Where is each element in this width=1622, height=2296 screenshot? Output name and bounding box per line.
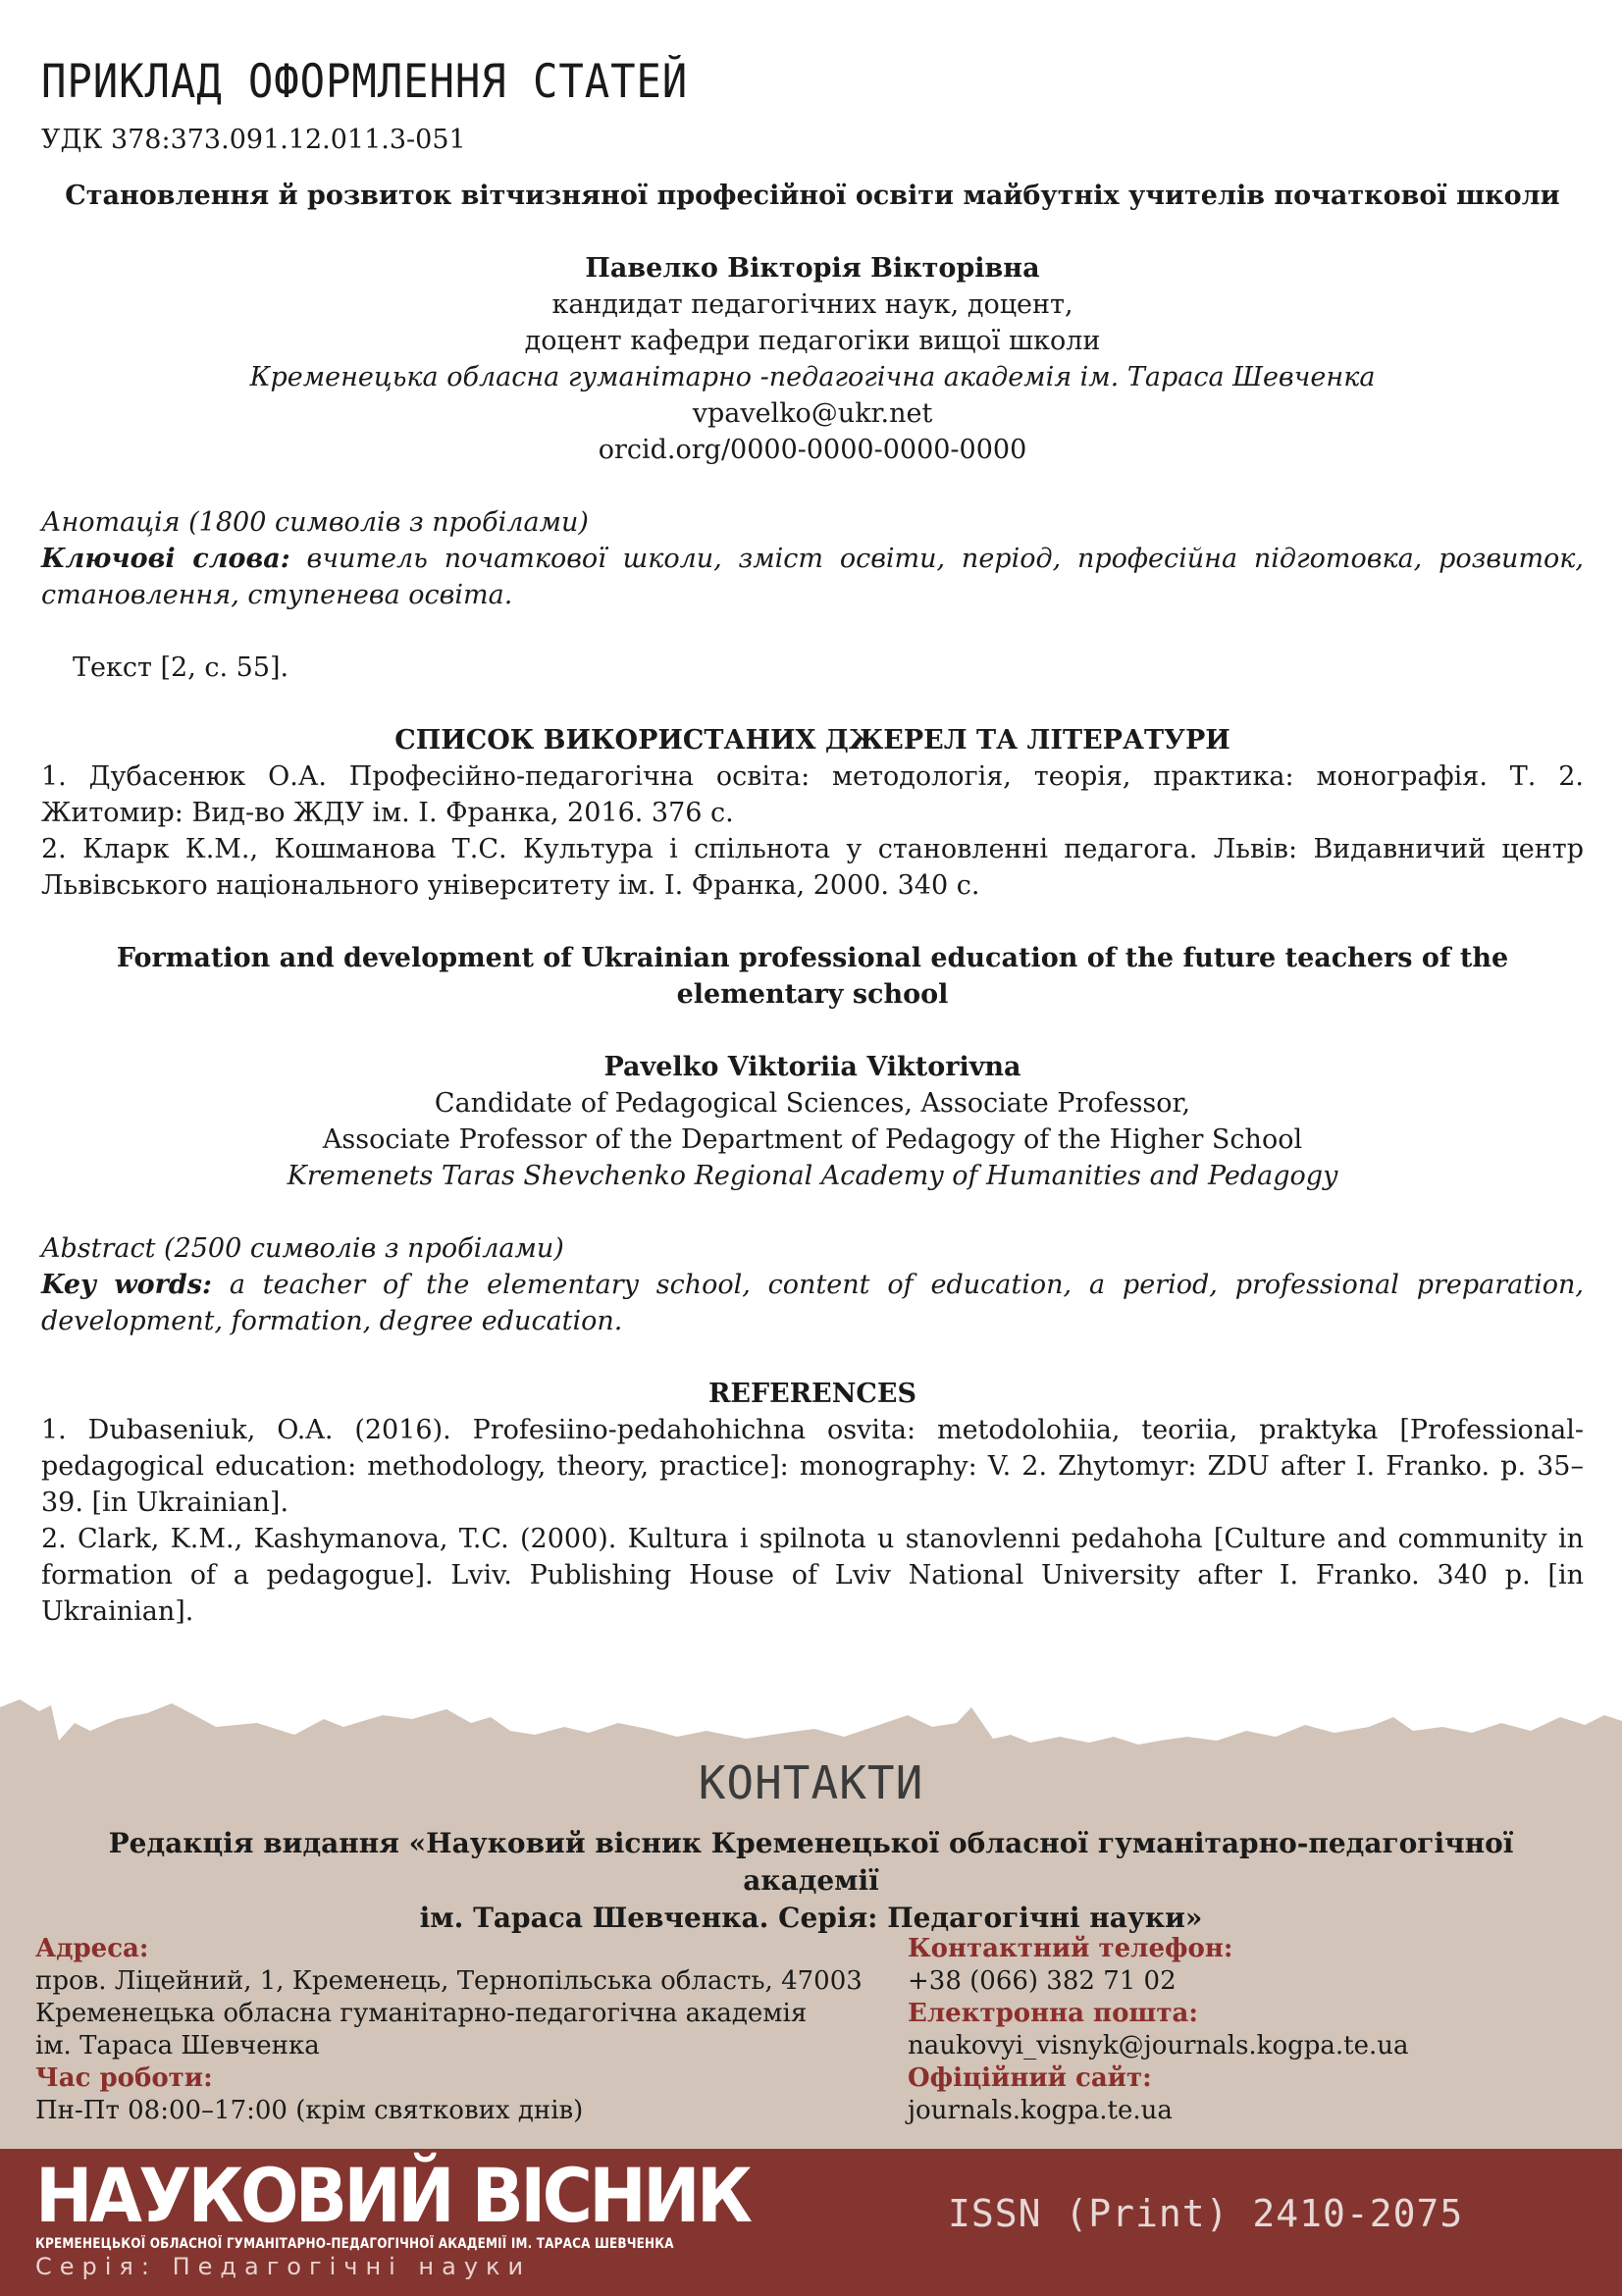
en-keywords bbox=[41, 1267, 1584, 1339]
en-author-degree: Candidate of Pedagogical Sciences, Associate Professor, bbox=[434, 1088, 1191, 1119]
ua-author-orcid: orcid.org/0000-0000-0000-0000 bbox=[598, 435, 1027, 465]
en-references-title: REFERENCES bbox=[707, 1379, 917, 1409]
ua-article-title: Становлення й розвиток вітчизняної професійної освіти майбутніх учителів початкової школи bbox=[65, 181, 1560, 211]
ua-author-position: доцент кафедри педагогіки вищої школи bbox=[524, 326, 1101, 356]
ua-author-institution: Кременецька обласна гуманітарно -педагогічна академія ім. Тараса Шевченка bbox=[249, 362, 1376, 392]
hours-label: Час роботи: bbox=[35, 2063, 213, 2093]
email-label: Електронна пошта: bbox=[908, 1999, 1198, 2028]
ua-annotation: Анотація (1800 символів з пробілами) bbox=[41, 507, 589, 538]
address-line-1: пров. Ліцейний, 1, Кременець, Тернопільська область, 47003 bbox=[35, 1966, 863, 1996]
ua-references-title: СПИСОК ВИКОРИСТАНИХ ДЖЕРЕЛ ТА ЛІТЕРАТУРИ bbox=[394, 725, 1230, 756]
en-article-title: Formation and development of Ukrainian professional education of the future teachers of the elementary school bbox=[116, 943, 1509, 1010]
article-example bbox=[41, 55, 1584, 1630]
en-reference-item: 1. Dubaseniuk, O.A. (2016). Profesiino-pedahohichna osvita: metodolohiia, teoriia, praktyka [Professional-pedagogical education: methodology, theory, practice]: monography: V. 2. Zhytomyr: ZDU after I. Franko. p. 35–39. [in Ukrainian]. bbox=[41, 1415, 1584, 1518]
address-line-3: ім. Тараса Шевченка bbox=[35, 2031, 320, 2061]
en-keywords-label: Key words: bbox=[41, 1270, 212, 1300]
website-link[interactable]: journals.kogpa.te.ua bbox=[908, 2096, 1173, 2125]
address-label: Адреса: bbox=[35, 1934, 149, 1963]
ua-keywords bbox=[41, 541, 1584, 613]
journal-series: Серія: Педагогічні науки bbox=[35, 2253, 532, 2280]
phone-number[interactable]: +38 (066) 382 71 02 bbox=[908, 1966, 1177, 1996]
en-author-position: Associate Professor of the Department of Pedagogy of the Higher School bbox=[322, 1124, 1303, 1155]
page-heading: ПРИКЛАД ОФОРМЛЕННЯ СТАТЕЙ bbox=[41, 55, 689, 109]
en-author-name: Pavelko Viktoriia Viktorivna bbox=[603, 1052, 1021, 1082]
contacts-left-column bbox=[35, 1933, 879, 2127]
en-reference-item: 2. Clark, K.M., Kashymanova, T.C. (2000). Kultura i spilnota u stanovlenni pedahoha [Culture and community in formation of a pedagogue]. Lviv. Publishing House of Lviv National University after I. Franko. 340 p. [in Ukrainian]. bbox=[41, 1524, 1584, 1627]
ua-reference-item: 2. Кларк К.М., Кошманова Т.С. Культура і спільнота у становленні педагога. Львів: Видавничий центр Львівського національного університету ім. І. Франка, 2000. 340 с. bbox=[41, 834, 1584, 901]
working-hours: Пн-Пт 08:00–17:00 (крім святкових днів) bbox=[35, 2096, 584, 2125]
phone-label: Контактний телефон: bbox=[908, 1934, 1233, 1963]
contacts-title: КОНТАКТИ bbox=[698, 1756, 924, 1809]
journal-logo-subtitle: КРЕМЕНЕЦЬКОЇ ОБЛАСНОЇ ГУМАНІТАРНО-ПЕДАГОГІЧНОЇ АКАДЕМІЇ ІМ. ТАРАСА ШЕВЧЕНКА bbox=[35, 2236, 674, 2252]
udk-code: УДК 378:373.091.12.011.3-051 bbox=[41, 125, 466, 155]
contacts-right-column bbox=[908, 1933, 1595, 2127]
ua-body-text: Текст [2, с. 55]. bbox=[73, 652, 289, 683]
editorial-office bbox=[59, 1825, 1563, 1937]
issn-number: ISSN (Print) 2410-2075 bbox=[948, 2192, 1464, 2235]
ua-author-name: Павелко Вікторія Вікторівна bbox=[585, 253, 1040, 284]
en-keywords-text: a teacher of the elementary school, content of education, a period, professional preparation, development, formation, degree education. bbox=[41, 1270, 1584, 1336]
journal-banner bbox=[0, 2149, 1622, 2296]
en-author-institution: Kremenets Taras Shevchenko Regional Academy of Humanities and Pedagogy bbox=[287, 1161, 1338, 1191]
ua-keywords-label: Ключові слова: bbox=[41, 544, 290, 574]
en-abstract: Abstract (2500 символів з пробілами) bbox=[41, 1233, 564, 1264]
website-label: Офіційний сайт: bbox=[908, 2063, 1152, 2093]
journal-logo-title: НАУКОВИЙ ВІСНИК bbox=[35, 2152, 750, 2239]
ua-author-degree: кандидат педагогічних наук, доцент, bbox=[551, 289, 1073, 320]
editorial-line-2: ім. Тараса Шевченка. Серія: Педагогічні науки» bbox=[419, 1902, 1203, 1934]
contact-email[interactable]: naukovyi_visnyk@journals.kogpa.te.ua bbox=[908, 2031, 1409, 2061]
journal-logo bbox=[35, 2152, 811, 2280]
ua-author-email: vpavelko@ukr.net bbox=[692, 398, 933, 429]
address-line-2: Кременецька обласна гуманітарно-педагогічна академія bbox=[35, 1999, 808, 2028]
ua-keywords-text: вчитель початкової школи, зміст освіти, період, професійна підготовка, розвиток, становлення, ступенева освіта. bbox=[41, 544, 1585, 610]
editorial-line-1: Редакція видання «Науковий вісник Кременецької обласної гуманітарно-педагогічної академії bbox=[108, 1827, 1514, 1897]
ua-reference-item: 1. Дубасенюк О.А. Професійно-педагогічна освіта: методологія, теорія, практика: монографія. Т. 2. Житомир: Вид-во ЖДУ ім. І. Франка, 2016. 376 с. bbox=[41, 761, 1584, 828]
contacts-footer bbox=[0, 1697, 1622, 2296]
